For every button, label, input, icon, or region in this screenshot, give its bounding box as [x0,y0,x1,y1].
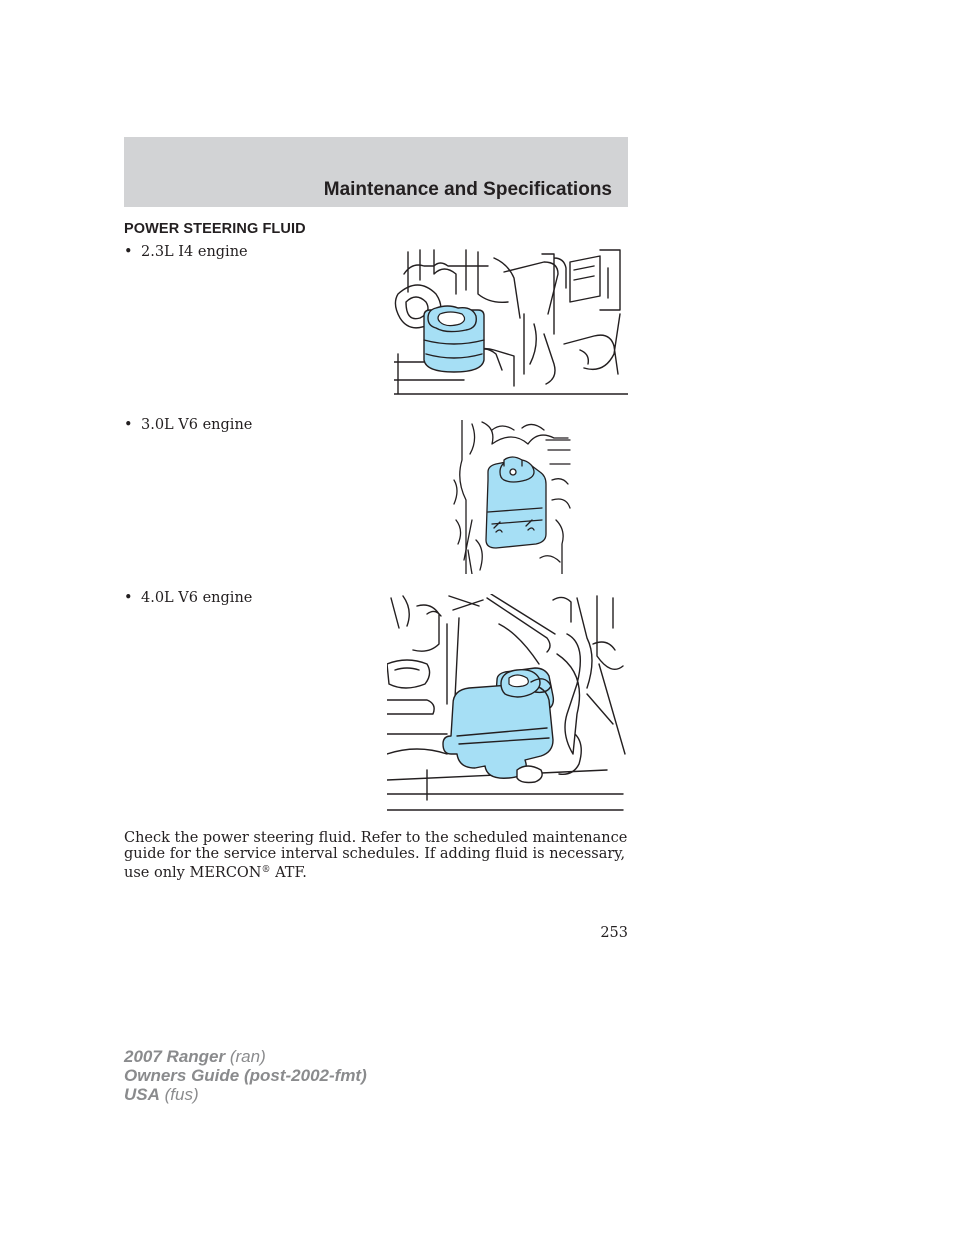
footer-line-3 [124,1085,367,1104]
bullet-label: 3.0L V6 engine [141,417,253,433]
footer-model-code: (ran) [225,1047,266,1066]
section-heading: POWER STEERING FLUID [124,221,306,237]
body-paragraph [124,830,628,881]
engine-2-3l-reservoir-illustration [394,244,628,406]
page-number: 253 [600,925,628,941]
body-text-main: Check the power steering fluid. Refer to the scheduled maintenance guide for the service interval schedules. If adding fluid is necessary, use only MERCON [124,830,628,881]
footer-market: USA [124,1085,160,1104]
body-text-end: ATF. [270,865,307,881]
header-band [124,137,628,207]
bullet-marker: • [124,590,133,606]
footer-block [124,1047,367,1104]
footer-line-1 [124,1047,367,1066]
footer-market-code: (fus) [159,1085,199,1104]
bullet-item-4-0l [124,590,252,606]
bullet-item-2-3l [124,244,248,260]
engine-3-0l-reservoir-illustration [452,420,574,574]
footer-model: 2007 Ranger [124,1047,226,1066]
page-title: Maintenance and Specifications [323,179,612,200]
bullet-marker: • [124,244,133,260]
bullet-marker: • [124,417,133,433]
footer-guide: Owners Guide (post-2002-fmt) [124,1066,367,1085]
engine-4-0l-reservoir-illustration [387,594,627,822]
registered-mark: ® [261,865,271,875]
footer-line-2 [124,1066,367,1085]
bullet-item-3-0l [124,417,252,433]
bullet-label: 2.3L I4 engine [141,244,248,260]
bullet-label: 4.0L V6 engine [141,590,253,606]
